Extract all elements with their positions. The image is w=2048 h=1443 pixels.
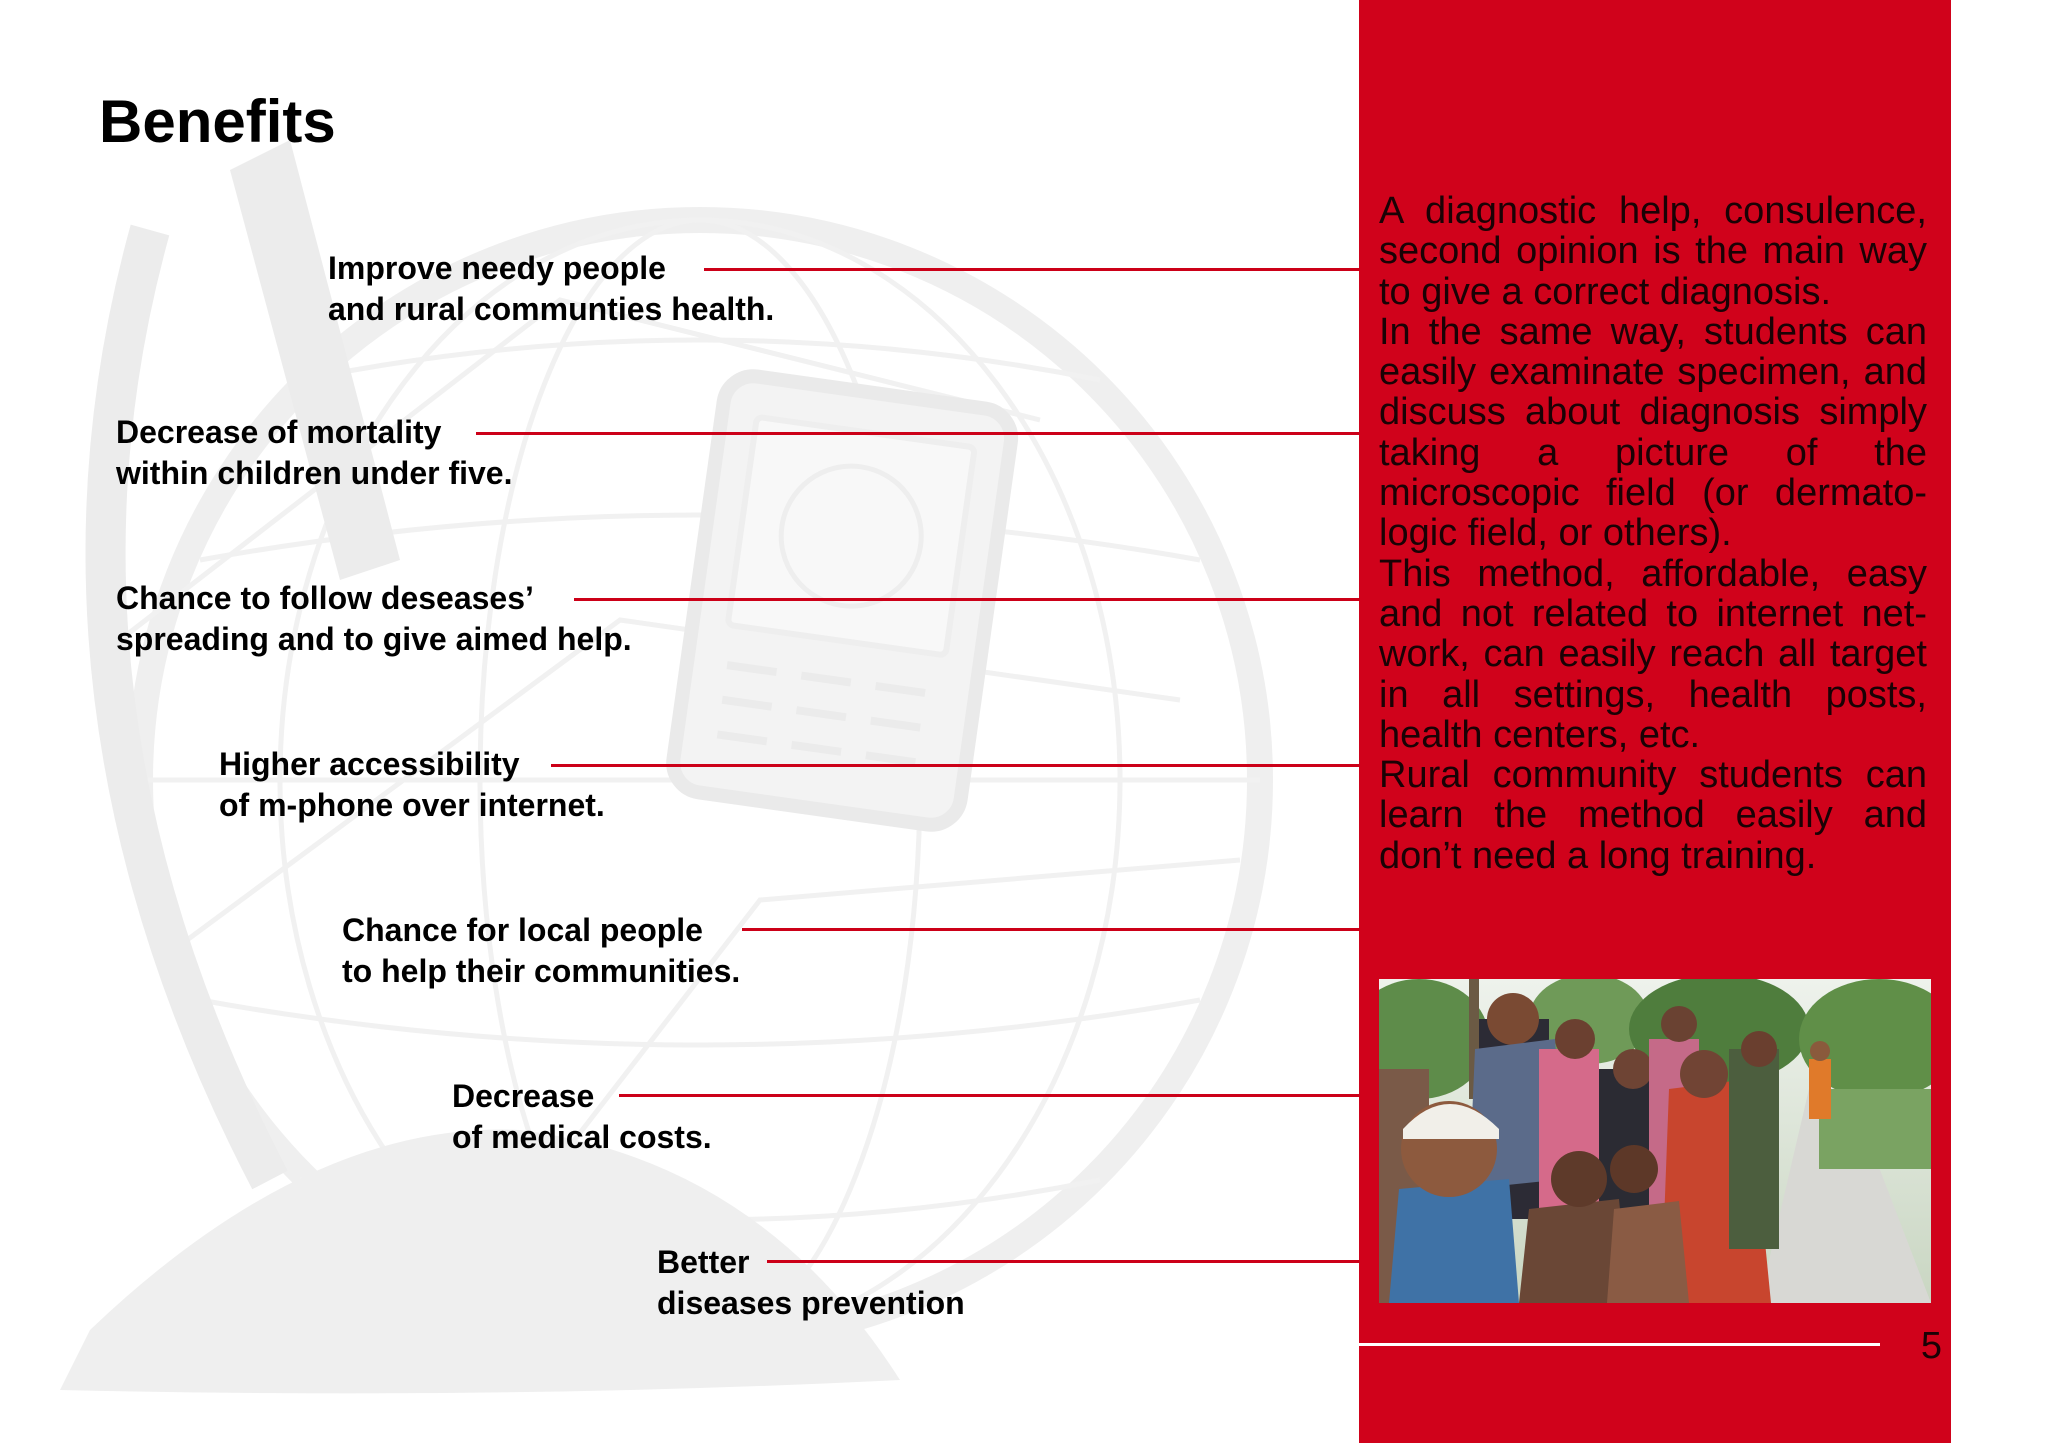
group-photo-icon (1379, 979, 1931, 1303)
benefit-item-medical-costs (452, 1076, 712, 1158)
benefit-connector-line (574, 598, 1360, 601)
benefit-item-disease-tracking (116, 578, 632, 660)
page-number: 5 (1920, 1325, 1942, 1367)
benefit-item-health (328, 248, 774, 330)
footer-divider (1359, 1343, 1880, 1346)
panel-paragraph: Rural community students can learn the method easily and don’t need a long training. (1379, 754, 1927, 877)
benefit-item-accessibility (219, 744, 605, 826)
benefit-line1: Chance for local people (342, 912, 703, 948)
panel-description (1379, 191, 1927, 876)
benefit-connector-line (742, 928, 1360, 931)
benefit-line1: Improve needy people (328, 250, 666, 286)
benefit-line2: and rural communties health. (328, 291, 775, 327)
panel-paragraph: A diagnostic help, consulence, second opinion is the main way to give a correct diagnosis. (1379, 190, 1927, 313)
benefit-line1: Decrease of mortality (116, 414, 442, 450)
panel-paragraph: In the same way, students can easily examinate specimen, and discuss about diagnosis simply taking a picture of the microscopic field (or dermatologic field, or others). (1379, 310, 1927, 555)
benefit-line2: within children under five. (116, 455, 513, 491)
benefit-item-local-people (342, 910, 740, 992)
benefit-connector-line (767, 1260, 1360, 1263)
benefit-item-prevention (657, 1242, 965, 1324)
benefit-connector-line (619, 1094, 1360, 1097)
benefit-line2: diseases prevention (657, 1285, 965, 1321)
benefit-connector-line (704, 268, 1360, 271)
benefit-item-mortality (116, 412, 512, 494)
benefit-connector-line (551, 764, 1360, 767)
benefit-line2: spreading and to give aimed help. (116, 621, 632, 657)
benefit-line1: Chance to follow deseases’ (116, 580, 534, 616)
panel-paragraph: This method, affordable, easy and not related to internet network, can easily reach all target in all settings, health posts, health centers, etc. (1379, 552, 1927, 756)
benefit-connector-line (476, 432, 1360, 435)
benefit-line2: of m-phone over internet. (219, 787, 605, 823)
benefit-line1: Better (657, 1244, 750, 1280)
benefit-line2: to help their communities. (342, 953, 741, 989)
benefit-line1: Higher accessibility (219, 746, 520, 782)
benefit-line2: of medical costs. (452, 1119, 712, 1155)
benefit-line1: Decrease (452, 1078, 595, 1114)
villagers-photo (1379, 979, 1931, 1303)
page-title: Benefits (99, 88, 336, 155)
